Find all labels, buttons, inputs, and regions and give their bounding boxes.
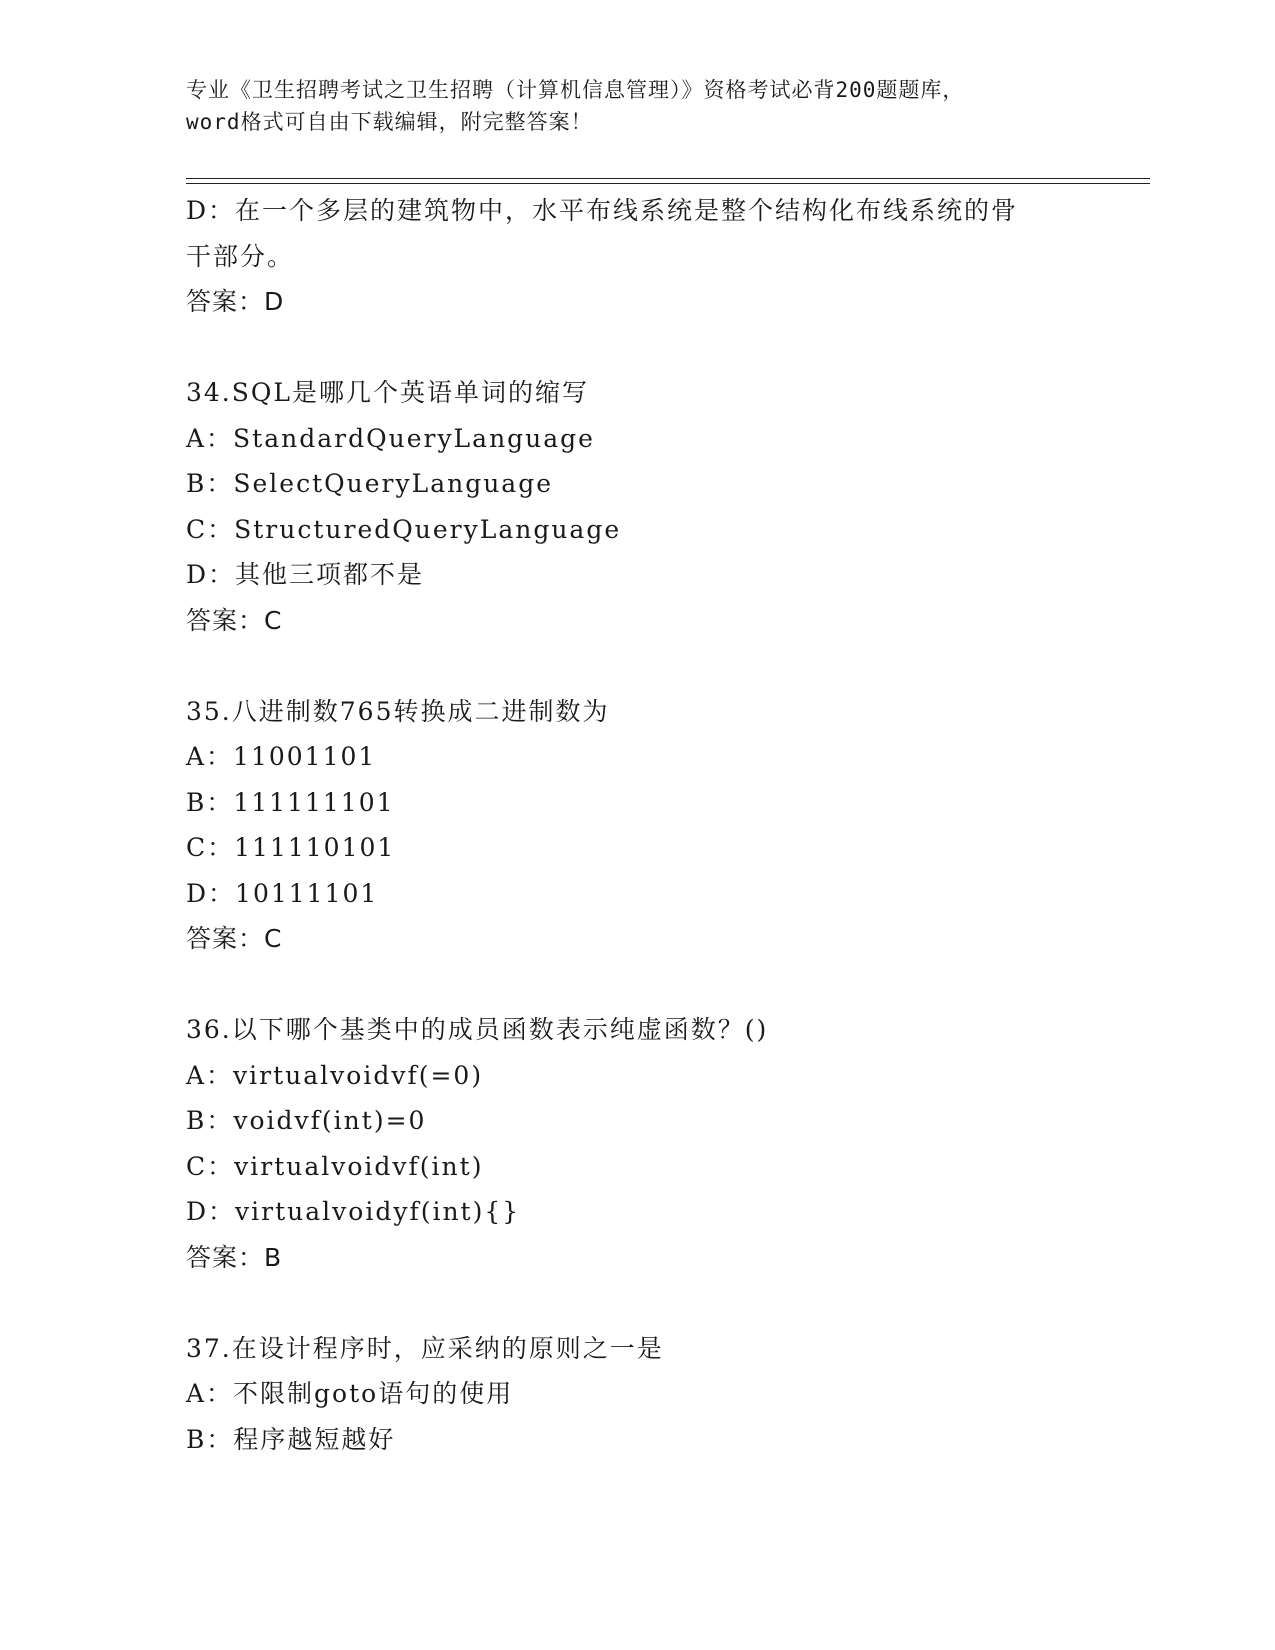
header-line-1: 专业《卫生招聘考试之卫生招聘（计算机信息管理）》资格考试必背200题题库， (186, 78, 965, 102)
question-35 (186, 689, 1086, 962)
option-c: C：111110101 (186, 833, 396, 862)
option-d-continued-line-1: D：在一个多层的建筑物中，水平布线系统是整个结构化布线系统的骨 (186, 196, 1019, 225)
option-a: A：virtualvoidvf(=0) (186, 1060, 484, 1090)
question-37 (186, 1326, 1086, 1463)
question-34 (186, 370, 1086, 643)
question-stem: 34.SQL是哪几个英语单词的缩写 (186, 378, 589, 407)
option-c: C：virtualvoidvf(int) (186, 1151, 484, 1181)
spacer (186, 1280, 1086, 1326)
header-divider-bottom (186, 183, 1150, 184)
spacer (186, 325, 1086, 371)
option-b: B：SelectQueryLanguage (186, 469, 554, 498)
option-d: D：其他三项都不是 (186, 560, 425, 589)
option-a: A：StandardQueryLanguage (186, 423, 595, 453)
question-stem: 36.以下哪个基类中的成员函数表示纯虚函数？() (186, 1015, 769, 1044)
option-a: A：不限制goto语句的使用 (186, 1379, 514, 1408)
answer: 答案：B (186, 1242, 283, 1272)
header-line-2: word格式可自由下载编辑，附完整答案！ (186, 110, 593, 134)
answer: 答案：C (186, 605, 283, 635)
spacer (186, 643, 1086, 689)
question-stem: 37.在设计程序时，应采纳的原则之一是 (186, 1333, 664, 1363)
spacer (186, 962, 1086, 1008)
option-b: B：程序越短越好 (186, 1424, 396, 1454)
option-d: D：virtualvoidyf(int){} (186, 1197, 521, 1226)
question-36 (186, 1007, 1086, 1280)
answer-prev: 答案：D (186, 287, 285, 316)
document-body (186, 188, 1086, 1462)
option-b: B：voidvf(int)=0 (186, 1106, 427, 1135)
option-a: A：11001101 (186, 742, 377, 771)
option-b: B：111111101 (186, 787, 395, 817)
option-c: C：StructuredQueryLanguage (186, 514, 622, 544)
question-stem: 35.八进制数765转换成二进制数为 (186, 696, 610, 726)
option-d-continued-line-2: 干部分。 (186, 241, 295, 271)
page-header (186, 74, 1086, 138)
answer: 答案：C (186, 924, 283, 953)
option-d: D：10111101 (186, 878, 379, 908)
header-divider-top (186, 178, 1150, 179)
